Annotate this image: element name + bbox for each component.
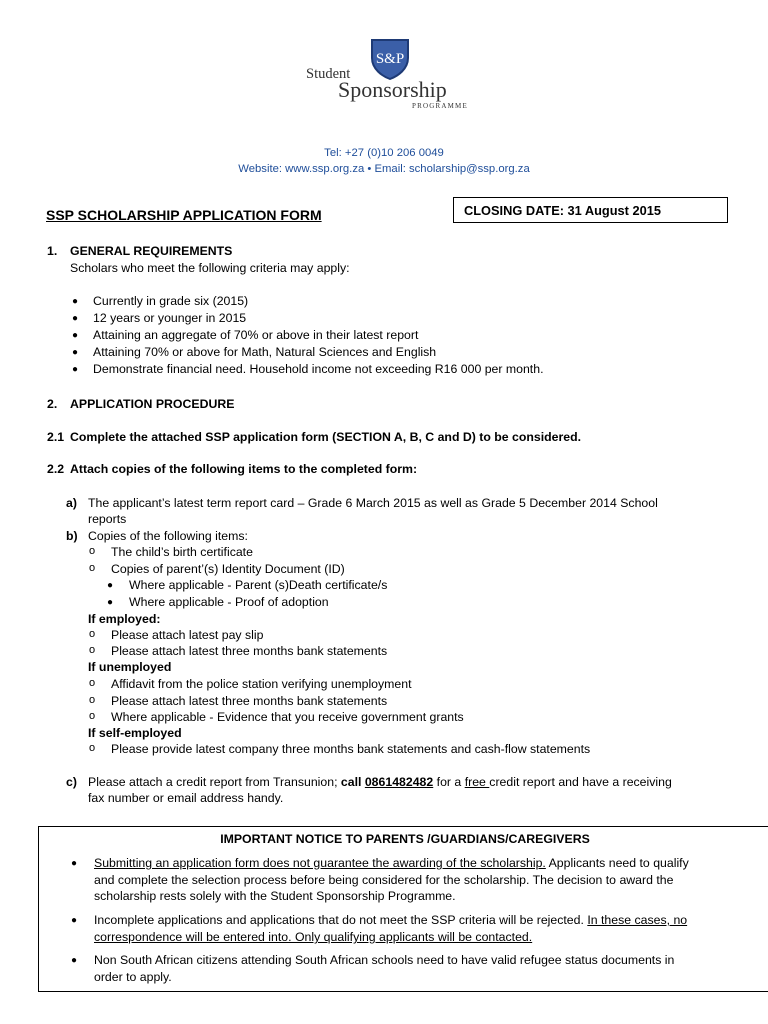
bullet-icon: ● <box>71 858 78 869</box>
notice-p1-rest: Applicants need to qualify <box>545 856 689 870</box>
employed-heading: If employed: <box>88 612 161 626</box>
item-a-label: a) <box>66 496 77 510</box>
section1-number: 1. <box>47 244 58 258</box>
notice-p1-line1 <box>94 856 689 870</box>
notice-p2-plain: Incomplete applications and applications that do not meet the SSP criteria will be rejected. <box>94 913 588 927</box>
notice-p1-line2: and complete the selection process before being considered for the scholarship. The decision to award the <box>94 873 674 887</box>
list-item: Please attach latest three months bank statements <box>111 644 388 658</box>
step-2-1-number: 2.1 <box>47 430 65 444</box>
bullet-icon: ● <box>107 597 114 608</box>
list-item: Where applicable - Proof of adoption <box>129 595 329 609</box>
bullet-icon: ● <box>72 347 79 358</box>
circle-bullet-icon: o <box>89 545 96 557</box>
item-a-line1: The applicant’s latest term report card – Grade 6 March 2015 as well as Grade 5 December 2014 School <box>88 496 658 510</box>
notice-heading: IMPORTANT NOTICE TO PARENTS /GUARDIANS/CAREGIVERS <box>220 832 590 846</box>
form-title: SSP SCHOLARSHIP APPLICATION FORM <box>46 207 322 223</box>
ssp-logo <box>300 30 490 120</box>
logo-line-programme: PROGRAMME <box>412 102 468 110</box>
shield-icon <box>368 36 412 80</box>
important-notice-box <box>38 826 768 992</box>
bullet-icon: ● <box>71 915 78 926</box>
unemployed-heading: If unemployed <box>88 660 172 674</box>
notice-p2-line2: correspondence will be entered into. Only qualifying applicants will be contacted. <box>94 930 533 944</box>
step-2-1-text: Complete the attached SSP application form (SECTION A, B, C and D) to be considered. <box>70 430 582 444</box>
item-c-post: credit report and have a receiving <box>489 775 672 789</box>
item-c-line2: fax number or email address handy. <box>88 791 284 805</box>
item-c-call: call <box>340 775 365 789</box>
list-item: Please attach latest pay slip <box>111 628 264 642</box>
list-item: 12 years or younger in 2015 <box>93 311 247 325</box>
list-item: Copies of parent’(s) Identity Document (ID) <box>111 562 345 576</box>
item-c-line1 <box>88 775 672 789</box>
bullet-icon: ● <box>72 313 79 324</box>
step-2-2-number: 2.2 <box>47 462 65 476</box>
list-item: Where applicable - Parent (s)Death certificate/s <box>129 578 388 592</box>
notice-p2-line1 <box>94 913 687 927</box>
item-b-label: b) <box>66 529 78 543</box>
circle-bullet-icon: o <box>89 628 96 640</box>
item-c-label: c) <box>66 775 77 789</box>
item-c-pre: Please attach a credit report from Transunion; <box>88 775 341 789</box>
logo-line-sponsorship: Sponsorship <box>338 77 447 102</box>
section1-heading: GENERAL REQUIREMENTS <box>70 244 233 258</box>
notice-p1-line3: scholarship rests solely with the Student Sponsorship Programme. <box>94 889 456 903</box>
section2-heading: APPLICATION PROCEDURE <box>70 397 235 411</box>
credit-report-phone: 0861482482 <box>364 775 434 789</box>
bullet-icon: ● <box>72 364 79 375</box>
bullet-icon: ● <box>107 580 114 591</box>
list-item: Attaining an aggregate of 70% or above in their latest report <box>93 328 419 342</box>
notice-p2-underlined-1: In these cases, no <box>587 913 688 927</box>
bullet-icon: ● <box>72 296 79 307</box>
item-b-text: Copies of the following items: <box>88 529 248 543</box>
circle-bullet-icon: o <box>89 562 96 574</box>
notice-p1-underlined: Submitting an application form does not guarantee the awarding of the scholarship. <box>94 856 546 870</box>
logo-line-student: Student <box>306 66 351 82</box>
list-item: Affidavit from the police station verifying unemployment <box>111 677 412 691</box>
step-2-2-text: Attach copies of the following items to the completed form: <box>70 462 418 476</box>
item-a-line2: reports <box>88 512 127 526</box>
item-c-mid: for a <box>433 775 465 789</box>
circle-bullet-icon: o <box>89 677 96 689</box>
self-employed-heading: If self-employed <box>88 726 182 740</box>
section1-intro: Scholars who meet the following criteria may apply: <box>70 261 350 275</box>
item-c-free: free <box>464 775 490 789</box>
contact-tel: Tel: +27 (0)10 206 0049 <box>324 147 444 159</box>
bullet-icon: ● <box>71 955 78 966</box>
bullet-icon: ● <box>72 330 79 341</box>
list-item: Where applicable - Evidence that you receive government grants <box>111 710 464 724</box>
notice-p3-line2: order to apply. <box>94 970 172 984</box>
circle-bullet-icon: o <box>89 694 96 706</box>
circle-bullet-icon: o <box>89 710 96 722</box>
closing-date-box: CLOSING DATE: 31 August 2015 <box>453 197 728 223</box>
list-item: Demonstrate financial need. Household income not exceeding R16 000 per month. <box>93 362 544 376</box>
notice-p3-line1: Non South African citizens attending South African schools need to have valid refugee status documents in <box>94 953 675 967</box>
list-item: Please attach latest three months bank statements <box>111 694 388 708</box>
list-item: Currently in grade six (2015) <box>93 294 249 308</box>
list-item: Please provide latest company three months bank statements and cash-flow statements <box>111 742 591 756</box>
list-item: Attaining 70% or above for Math, Natural Sciences and English <box>93 345 437 359</box>
contact-web-email: Website: www.ssp.org.za • Email: scholarship@ssp.org.za <box>238 163 530 175</box>
logo-monogram: S&P <box>375 51 405 67</box>
circle-bullet-icon: o <box>89 742 96 754</box>
section2-number: 2. <box>47 397 58 411</box>
list-item: The child’s birth certificate <box>111 545 253 559</box>
circle-bullet-icon: o <box>89 644 96 656</box>
